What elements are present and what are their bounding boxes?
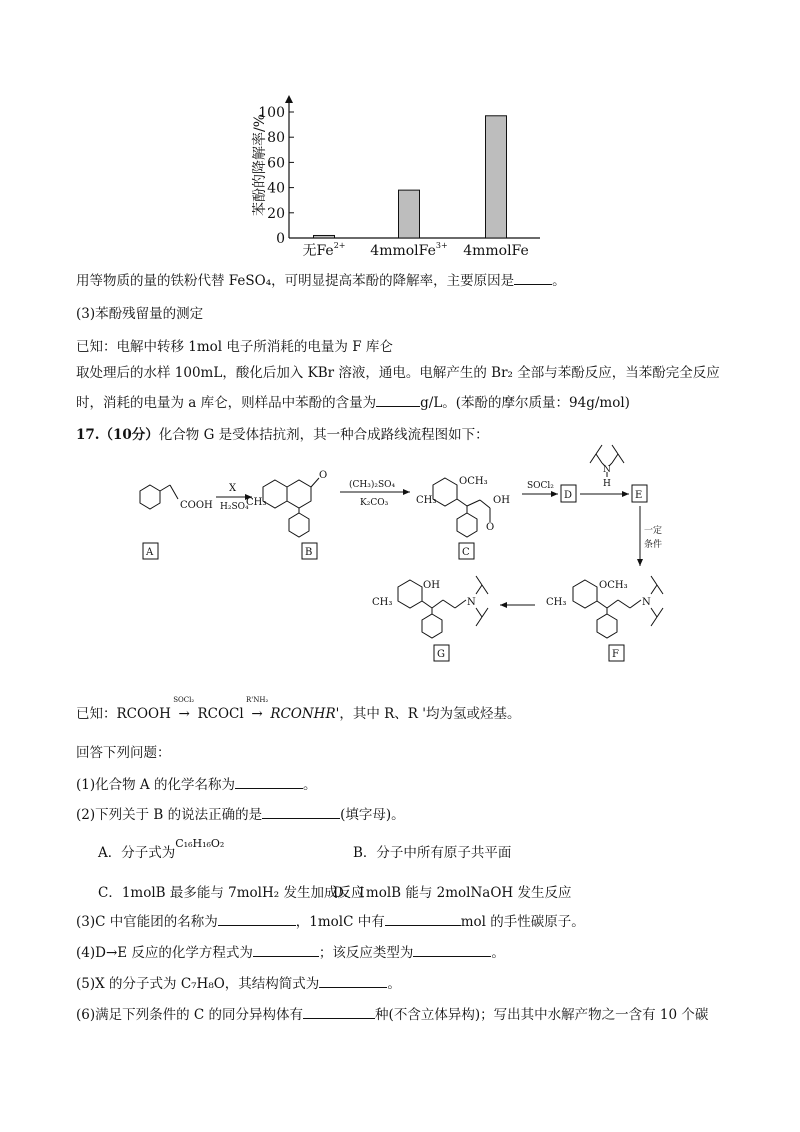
question-2: (2)下列关于 B 的说法正确的是 (填字母)。 [76,807,405,823]
ch3-c: CH₃ [416,495,437,506]
bar [486,116,507,238]
y-axis-label: 苯酚的降解率/% [252,113,268,217]
compound-a-structure [140,485,178,509]
bar [399,190,420,238]
option-b: B．分子中所有原子共平面 [353,845,512,861]
reagent-x: X [229,483,237,494]
n-amine: N [603,465,611,475]
h-amine: H [603,479,611,489]
oh-g: OH [423,580,440,591]
ch3-f: CH₃ [546,597,567,608]
reagent-k2co3: K₂CO₃ [360,498,389,508]
y-tick-label: 80 [267,130,285,147]
x-tick-label: 无$Fe^{2+}$ [302,241,346,259]
arrow-socl2: SOCl₂ → [173,696,195,722]
y-tick-label: 60 [267,155,285,172]
question-5: (5)X 的分子式为 C₇H₈O，其结构简式为 。 [76,976,401,992]
label-f: F [612,649,619,660]
option-c: C．1molB 最多能与 7molH₂ 发生加成反应 [98,885,365,901]
arrow-rnh2: R'NH₂ → [246,696,269,722]
content-line: 时，消耗的电量为 a 库仑，则样品中苯酚的含量为 g/L。(苯酚的摩尔质量：94g/mol) [76,395,630,411]
oh-c: OH [493,495,510,506]
answer-blank[interactable] [385,913,461,926]
x-tick-label: 4mmolFe [463,243,529,259]
answer-blank[interactable] [514,272,552,285]
label-b: B [305,547,313,558]
y-tick-label: 20 [267,205,285,222]
och3-f: OCH₃ [599,580,628,591]
o-c: O [486,522,495,533]
y-tick-label: 100 [258,105,285,121]
answer-blank[interactable] [235,776,303,789]
reagent-condition-2: 条件 [644,540,663,550]
y-tick-label: 0 [276,231,285,247]
och3-c: OCH₃ [459,476,488,487]
answer-blank[interactable] [319,975,387,988]
line-iron-powder: 用等物质的量的铁粉代替 FeSO₄，可明显提高苯酚的降解率，主要原因是 。 [76,273,566,289]
answer-blank[interactable] [303,1006,375,1019]
question-1: (1)化合物 A 的化学名称为 。 [76,777,317,793]
label-c: C [462,547,470,558]
answer-blank[interactable] [262,806,340,819]
answer-blank[interactable] [253,944,319,957]
known-electrolysis: 已知：电解中转移 1mol 电子所消耗的电量为 F 库仑 [76,339,393,355]
reagent-dimethylsulfate: (CH₃)₂SO₄ [349,480,396,490]
o-b: O [319,470,328,481]
bar-chart [0,0,800,270]
answer-intro: 回答下列问题： [76,745,171,761]
option-a: A．分子式为$^{C_{16}H_{16}O_2}$ [98,837,225,861]
cooh-label: COOH [180,500,213,511]
question-3: (3)C 中官能团的名称为 ，1molC 中有 mol 的手性碳原子。 [76,914,585,930]
q3-heading: (3)苯酚残留量的测定 [76,306,204,322]
synthesis-scheme [0,440,800,680]
label-g: G [437,649,445,660]
label-a: A [146,547,154,558]
n-f: N [642,597,651,608]
answer-blank[interactable] [413,944,491,957]
reagent-socl2: SOCl₂ [527,481,554,491]
n-g: N [467,597,476,608]
compound-b-structure [263,478,319,537]
bar [314,235,335,238]
answer-blank[interactable] [376,394,420,407]
question-6: (6)满足下列条件的 C 的同分异构体有 种(不含立体异构)；写出其中水解产物之一含有 10 个碳 [76,1007,709,1023]
question-4: (4)D→E 反应的化学方程式为 ；该反应类型为 。 [76,945,505,961]
label-d: D [564,490,573,501]
answer-blank[interactable] [218,913,296,926]
label-e: E [635,490,643,501]
y-tick-label: 40 [267,180,285,197]
ch3-b: CH₃ [246,497,267,508]
option-d: D．1molB 能与 2molNaOH 发生反应 [333,885,572,901]
ch3-g: CH₃ [372,597,393,608]
procedure-line: 取处理后的水样 100mL，酸化后加入 KBr 溶液，通电。电解产生的 Br₂ 全部与苯酚反应，当苯酚完全反应 [76,365,720,381]
x-tick-label: 4mmolFe$^{3+}$ [370,241,448,259]
reagent-condition-1: 一定 [644,526,663,536]
known-reaction: 已知：RCOOH SOCl₂ → RCOCl R'NH₂ → RCONHR'，其中 R、R '均为氢或烃基。 [76,696,521,722]
y-axis-arrow [285,95,293,103]
q17-heading: 17.（10分）化合物 G 是受体拮抗剂，其一种合成路线流程图如下： [76,427,489,443]
reagent-h2so4: H₂SO₄ [220,502,249,512]
